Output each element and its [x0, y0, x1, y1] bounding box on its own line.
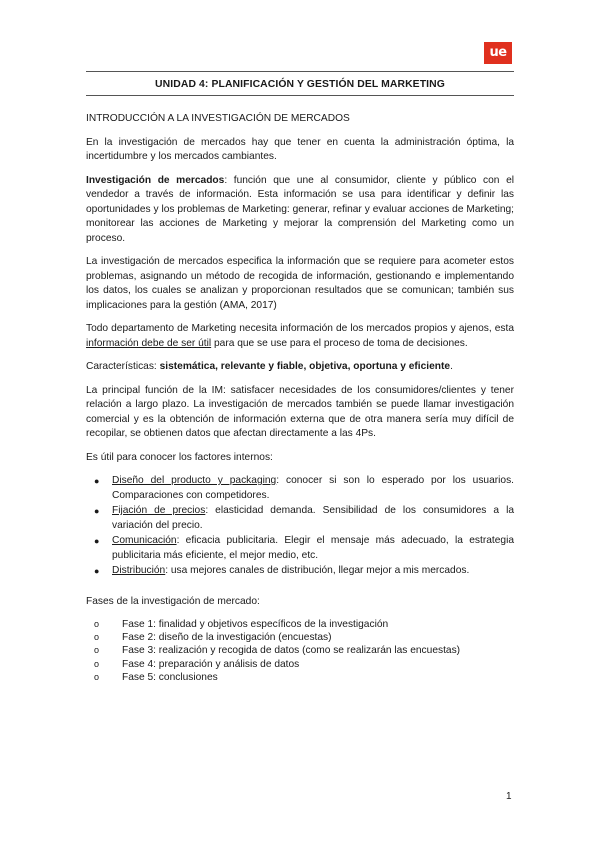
- characteristics-end: .: [450, 361, 453, 372]
- list-item-text: : conocer si son lo esperado por los usuarios. Comparaciones con competidores.: [112, 475, 514, 501]
- title-top-rule: [86, 71, 514, 72]
- list-item-text: : usa mejores canales de distribución, llegar mejor a mis mercados.: [165, 565, 470, 576]
- list-item: [86, 564, 514, 579]
- circle-bullet-icon: o: [94, 632, 100, 643]
- paragraph-characteristics: [86, 360, 514, 375]
- page-number: 1: [506, 791, 512, 802]
- document-body: [86, 112, 514, 684]
- phases-list: [86, 618, 514, 684]
- list-item: [86, 504, 514, 533]
- bullet-icon: ●: [94, 566, 100, 576]
- paragraph-factors-intro: Es útil para conocer los factores internos:: [86, 451, 273, 463]
- ue-logo: ue: [484, 42, 512, 64]
- information-text-start: Todo departamento de Marketing necesita información de los mercados propios y ajenos, esta: [86, 323, 514, 334]
- phase-text: Fase 3: realización y recogida de datos (como se realizarán las encuestas): [122, 645, 461, 657]
- paragraph-definition: [86, 174, 514, 247]
- list-item: [86, 644, 514, 657]
- phase-text: Fase 4: preparación y análisis de datos: [122, 658, 300, 670]
- title-bottom-rule: [86, 95, 514, 96]
- list-item-term: Comunicación: [112, 535, 177, 546]
- list-item: [86, 534, 514, 563]
- bullet-icon: ●: [94, 506, 100, 516]
- information-underlined: información debe de ser útil: [86, 337, 212, 349]
- paragraph-ama: La investigación de mercados especifica la información que se requiere para acometer estos problemas, asignando un método de recogida de información, gestionando e implementando los datos, los cuales se analizan y proporcionan resultados que se comunican; también sus implicaciones para la gestión (AMA, 2017): [86, 256, 514, 311]
- page-title: UNIDAD 4: PLANIFICACIÓN Y GESTIÓN DEL MARKETING: [155, 79, 445, 90]
- list-item-term: Fijación de precios: [112, 505, 206, 516]
- phase-text: Fase 2: diseño de la investigación (encuestas): [122, 632, 332, 644]
- paragraph-function: La principal función de la IM: satisfacer necesidades de los consumidores/clientes y tener relación a largo plazo. La investigación de mercados también se puede llamar investigación comercial y es la obtención de información externa que de otra manera sería muy difícil de recopilar, se obtienen datos que afectan directamente a las 4Ps.: [86, 384, 514, 439]
- phase-text: Fase 5: conclusiones: [122, 671, 218, 683]
- information-text-end: para que se use para el proceso de toma de decisiones.: [211, 337, 468, 349]
- list-item-term: Distribución: [112, 565, 166, 576]
- list-item: [86, 671, 514, 684]
- bullet-icon: ●: [94, 536, 100, 546]
- phases-heading: Fases de la investigación de mercado:: [86, 595, 260, 607]
- list-item-text: : eficacia publicitaria. Elegir el mensaje más adecuado, la estrategia publicitaria más eficiente, el mejor medio, etc.: [112, 535, 514, 561]
- list-item-term: Diseño del producto y packaging: [112, 475, 277, 486]
- definition-term: Investigación de mercados: [86, 174, 225, 186]
- circle-bullet-icon: o: [94, 645, 100, 656]
- paragraph-information: [86, 322, 514, 351]
- circle-bullet-icon: o: [94, 658, 100, 669]
- list-item: [86, 618, 514, 631]
- list-item: [86, 658, 514, 671]
- paragraph-intro: En la investigación de mercados hay que tener en cuenta la administración óptima, la incertidumbre y los mercados cambiantes.: [86, 136, 514, 162]
- definition-text: : función que une al consumidor, cliente y público con el vendedor a través de información. Esta información se usa para identificar y definir las oportunidades y los problemas de Marketing: generar, refinar y evaluar acciones de Marketing; monitorear las acciones de Marketing y mejorar la comprensión del Marketing como un proceso.: [86, 174, 514, 244]
- bullet-icon: ●: [94, 476, 100, 486]
- list-item-text: : elasticidad demanda. Sensibilidad de los consumidores a la variación del precio.: [112, 505, 515, 531]
- factors-list: [86, 474, 514, 579]
- circle-bullet-icon: o: [94, 671, 100, 682]
- section-heading: INTRODUCCIÓN A LA INVESTIGACIÓN DE MERCADOS: [86, 113, 350, 124]
- characteristics-label: Características:: [86, 361, 160, 372]
- list-item: [86, 631, 514, 644]
- characteristics-list: sistemática, relevante y fiable, objetiva, oportuna y eficiente: [159, 361, 451, 372]
- phase-text: Fase 1: finalidad y objetivos específicos de la investigación: [122, 619, 389, 630]
- circle-bullet-icon: o: [94, 619, 100, 629]
- list-item: [86, 474, 514, 503]
